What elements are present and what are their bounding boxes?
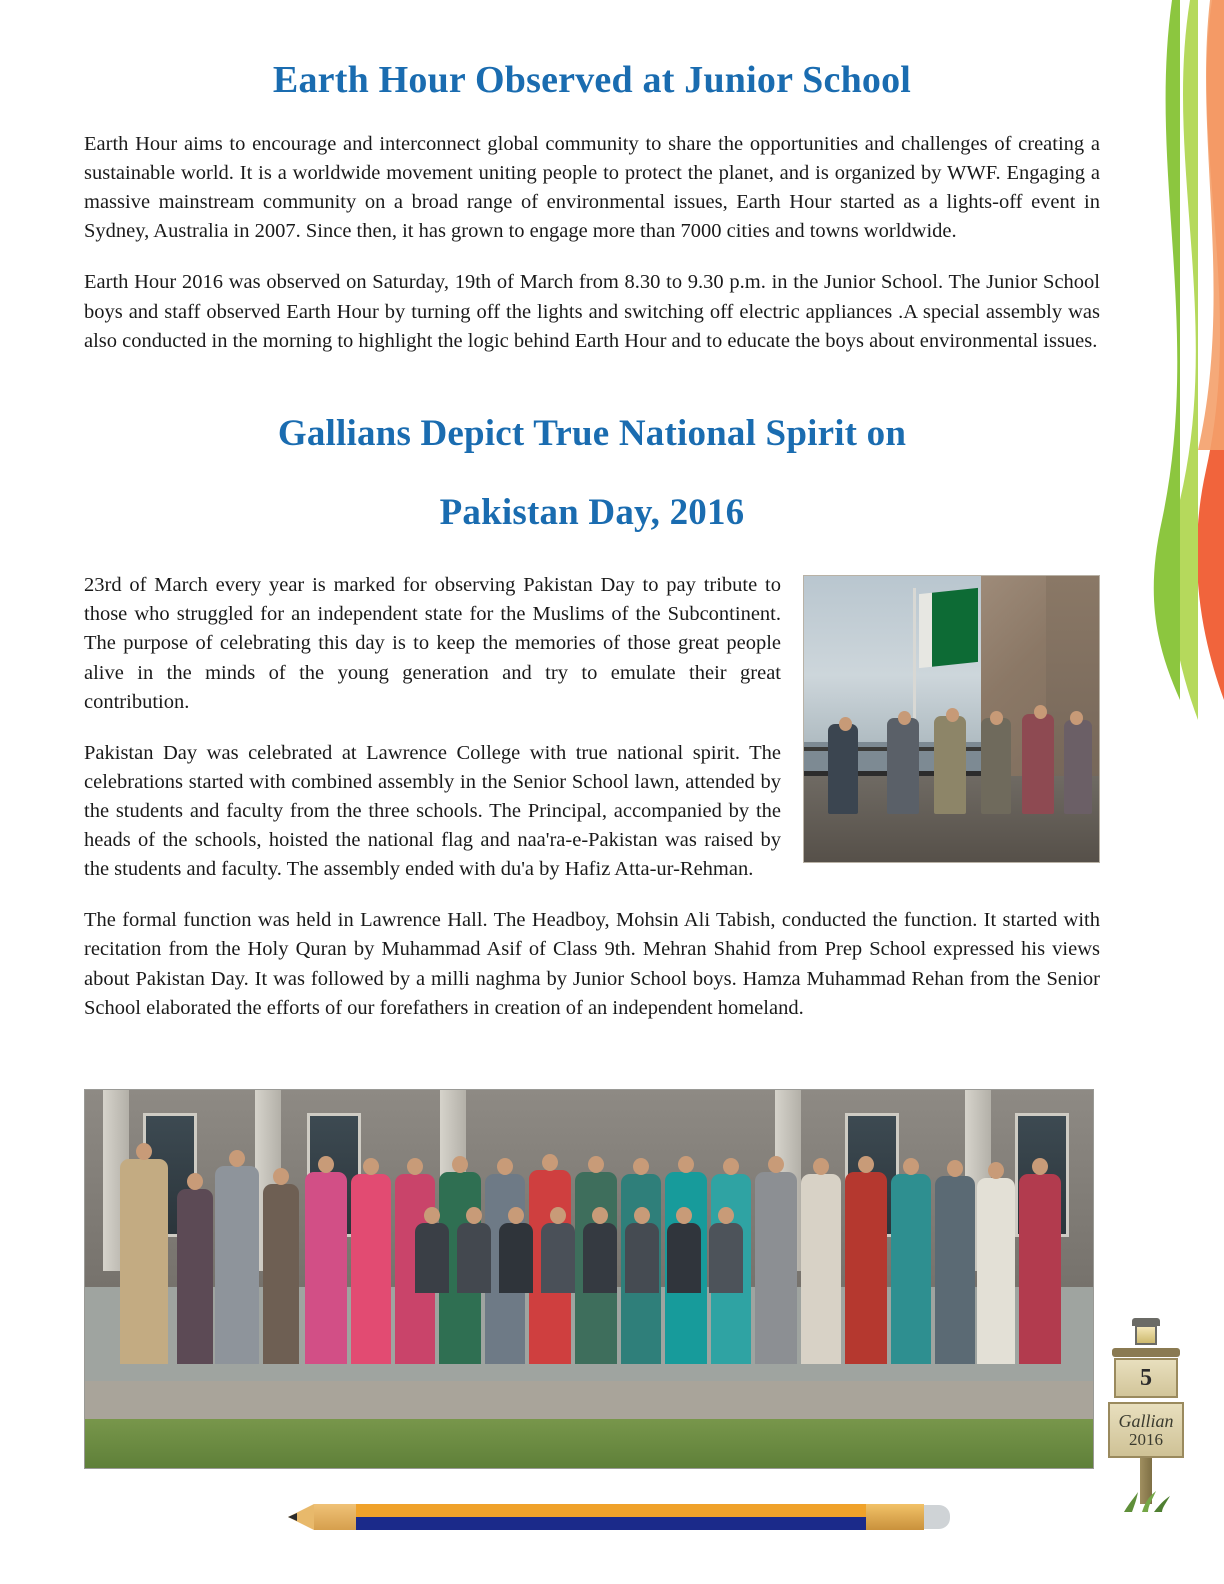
- article-2-paragraph-3: The formal function was held in Lawrence Hall. The Headboy, Mohsin Ali Tabish, conducted the function. It started with recitation from the Holy Quran by Muhammad Asif of Class 9th. Mehran Shahid from Prep School expressed his views about Pakistan Day. It was followed by a milli naghma by Junior School boys. Hamza Muhammad Rehan from the Senior School elaborated the efforts of our forefathers in creation of an independent homeland.: [84, 909, 1100, 1019]
- pencil-divider-icon: [288, 1504, 950, 1530]
- article-1-paragraph-1: Earth Hour aims to encourage and interconnect global community to share the opportunities and challenges of creating a sustainable world. It is a worldwide movement uniting people to protect the planet, and is organized by WWF. Engaging a massive mainstream community on a broad range of environmental issues, Earth Hour started as a lights-off event in Sydney, Australia in 2007. Since then, it has grown to engage more than 7000 cities and towns worldwide.: [84, 133, 1100, 243]
- ribbon-decoration: [1094, 0, 1224, 800]
- group-assembly-photo: [84, 1089, 1094, 1469]
- footer-badge: [1108, 1402, 1184, 1458]
- badge-line-1: Gallian: [1118, 1410, 1174, 1431]
- page-number: 5: [1114, 1358, 1178, 1398]
- article-2-title-line2: Pakistan Day, 2016: [439, 491, 745, 533]
- article-2-paragraph-1: 23rd of March every year is marked for observing Pakistan Day to pay tribute to those who struggled for an independent state for the Muslims of the Subcontinent. The purpose of celebrating this day is to keep the memories of those great people alive in the minds of the young generation and try to emulate their great contribution.: [84, 574, 781, 713]
- grass-icon: [1120, 1490, 1172, 1512]
- crowd-figures: [85, 1181, 1093, 1415]
- flag-hoisting-photo: [803, 575, 1100, 863]
- article-1-paragraph-2: Earth Hour 2016 was observed on Saturday, 19th of March from 8.30 to 9.30 p.m. in the Junior School. The Junior School boys and staff observed Earth Hour by turning off the lights and switching off electric appliances .A special assembly was also conducted in the morning to highlight the logic behind Earth Hour and to educate the boys about environmental issues.: [84, 271, 1100, 352]
- article-2-title-line1: Gallians Depict True National Spirit on: [277, 412, 907, 454]
- article-2-paragraph-2: Pakistan Day was celebrated at Lawrence College with true national spirit. The celebrations started with combined assembly in the Senior School lawn, attended by the students and faculty from the three schools. The Principal, accompanied by the heads of the schools, hoisted the national flag and naa'ra-e-Pakistan was raised by the students and faculty. The assembly ended with du'a by Hafiz Atta-ur-Rehman.: [84, 741, 781, 881]
- badge-line-2: 2016: [1129, 1429, 1163, 1449]
- lamp-icon: [1135, 1325, 1157, 1345]
- article-1-title: Earth Hour Observed at Junior School: [272, 59, 912, 101]
- page-number-signpost: [1104, 1318, 1188, 1518]
- article-column: [84, 58, 1100, 1023]
